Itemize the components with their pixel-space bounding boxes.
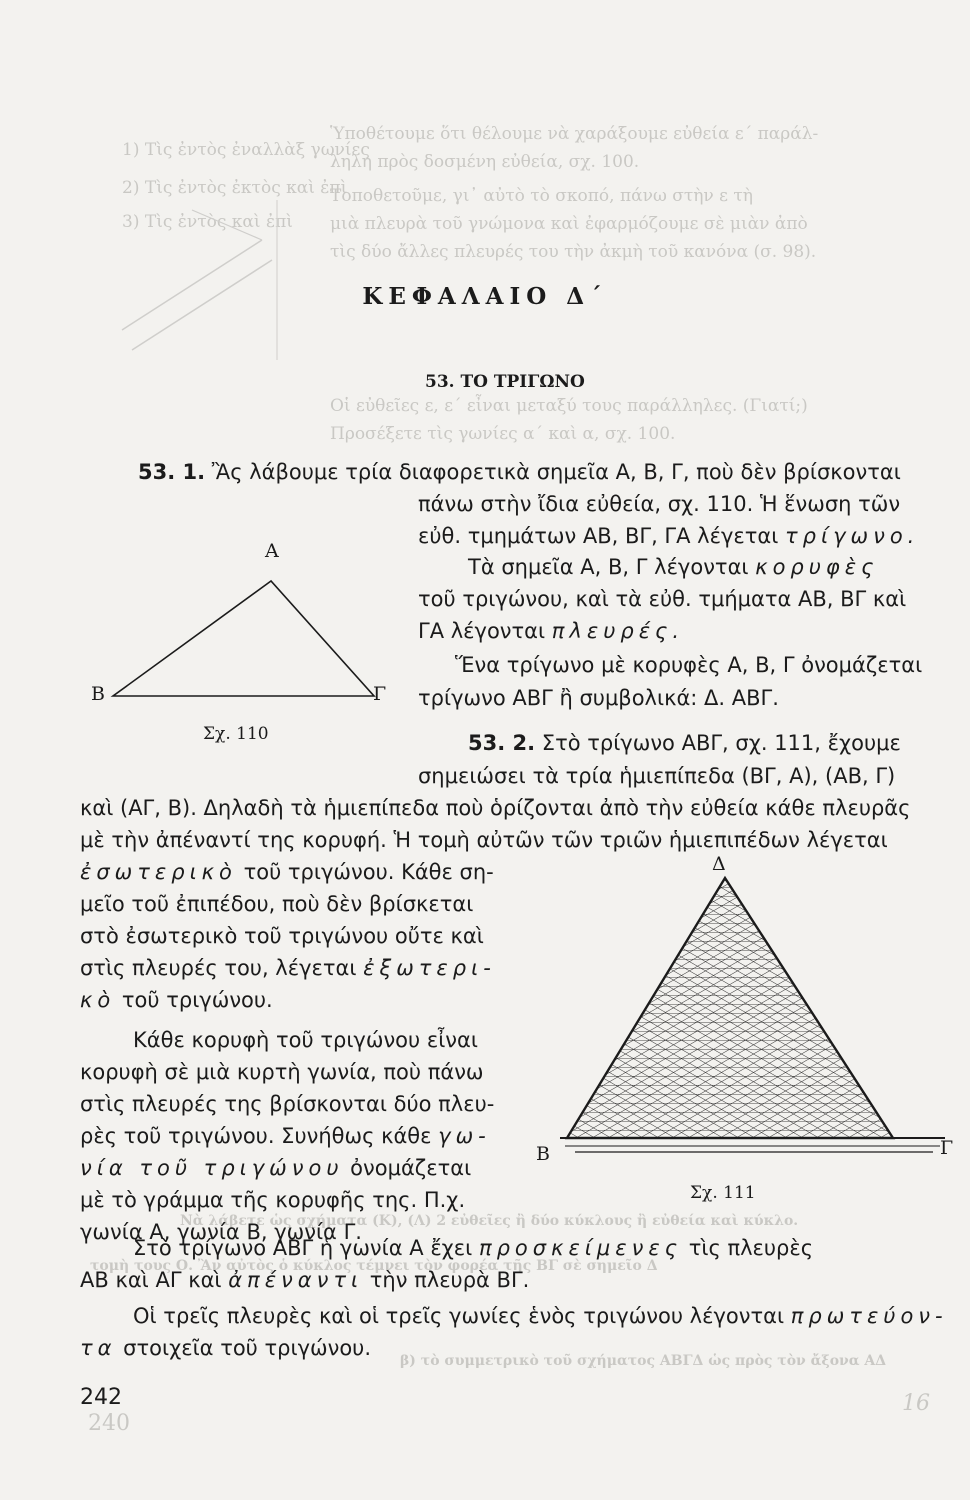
text-line: κορυφὴ σὲ μιὰ κυρτὴ γωνία, ποὺ πάνω	[80, 1060, 484, 1084]
text-span: ΓΑ λέγονται	[418, 619, 552, 643]
text-line: σημειώσει τὰ τρία ἡμιεπίπεδα (ΒΓ, Α), (ΑΒ, Γ)	[418, 764, 896, 788]
bleed-line: τὶς δύο ἄλλες πλευρές του τὴν ἀκμὴ τοῦ κανόνα (σ. 98).	[330, 242, 817, 262]
bleed-line: β) τὸ συμμετρικὸ τοῦ σχήματος ΑΒΓΔ ὡς πρὸς τὸν ἄξονα ΑΔ	[400, 1353, 887, 1369]
text-line	[80, 986, 273, 1014]
term-primary: πρωτεύον-	[790, 1304, 948, 1328]
text-span: Στὸ τρίγωνο ΑΒΓ ἡ γωνία Α ἔχει	[133, 1236, 479, 1260]
text-line: μὲ τὸ γράμμα τῆς κορυφῆς της. Π.χ.	[80, 1188, 466, 1212]
text-line	[468, 729, 901, 757]
text-line	[80, 858, 494, 886]
bleed-line: Οἱ εὐθεῖες ε, ε΄ εἶναι μεταξύ τους παράλληλες. (Γιατί;)	[330, 396, 808, 416]
text-line	[418, 617, 684, 645]
text-line: πάνω στὴν ἴδια εὐθεία, σχ. 110. Ἡ ἕνωση τῶν	[418, 492, 901, 516]
text-line: μὲ τὴν ἀπέναντί της κορυφή. Ἡ τομὴ αὐτῶν τῶν τριῶν ἡμιεπιπέδων λέγεται	[80, 828, 888, 852]
term-angle: γω-	[438, 1124, 491, 1148]
vertex-label-a: Α	[265, 540, 279, 562]
text-line: καὶ (ΑΓ, Β). Δηλαδὴ τὰ ἡμιεπίπεδα ποὺ ὁρίζονται ἀπὸ τὴν εὐθεία κάθε πλευρᾶς	[80, 796, 911, 820]
term-primary-end: τα	[80, 1336, 117, 1360]
text-span: τὴν πλευρὰ ΒΓ.	[363, 1268, 530, 1292]
text-line	[468, 553, 878, 581]
term-adjacent: προσκείμενες	[478, 1236, 683, 1260]
section-title: 53. ΤΟ ΤΡΙΓΩΝΟ	[425, 372, 585, 392]
text-line: γωνία Α, γωνία Β, γωνία Γ.	[80, 1220, 362, 1244]
vertex-label-a: Δ	[712, 853, 726, 875]
bleed-line: μιὰ πλευρὰ τοῦ γνώμονα καὶ ἐφαρμόζουμε σὲ μιὰν ἀπὸ	[330, 214, 808, 234]
text-line: τρίγωνο ΑΒΓ ἢ συμβολικά: Δ. ΑΒΓ.	[418, 686, 779, 710]
bleed-line: 1) Τὶς ἐντὸς ἐναλλὰξ γωνίες	[122, 140, 370, 160]
bleed-line: Ὑποθέτουμε ὅτι θέλουμε νὰ χαράξουμε εὐθεία ε΄ παράλ-	[330, 124, 819, 144]
text-line	[138, 458, 901, 486]
text-span: Τὰ σημεῖα Α, Β, Γ λέγονται	[468, 555, 756, 579]
chapter-title: ΚΕΦΑΛΑΙΟ Δ΄	[362, 283, 608, 310]
text-span: τὶς πλευρὲς	[682, 1236, 814, 1260]
text-span: εὐθ. τμημάτων ΑΒ, ΒΓ, ΓΑ λέγεται	[418, 524, 785, 548]
text-line: Ἕνα τρίγωνο μὲ κορυφὲς Α, Β, Γ ὀνομάζεται	[455, 653, 923, 677]
text-span: τοῦ τριγώνου.	[115, 988, 273, 1012]
text-line	[80, 1122, 491, 1150]
vertex-label-c: Γ	[940, 1137, 954, 1159]
text-span: ΑΒ καὶ ΑΓ καὶ	[80, 1268, 229, 1292]
bleed-line: Νὰ λάβετε ὡς σχήματα (Κ), (Λ) 2 εὐθεῖες ἢ δύο κύκλους ἢ εὐθεία καὶ κύκλο.	[180, 1213, 799, 1229]
text-line: στὶς πλευρές της βρίσκονται δύο πλευ-	[80, 1092, 495, 1116]
bleed-line: Προσέξετε τὶς γωνίες α΄ καὶ α, σχ. 100.	[330, 424, 676, 444]
figure-caption: Σχ. 111	[690, 1183, 756, 1203]
hatched-triangle-figure-111	[545, 860, 965, 1190]
term-opposite: ἀπέναντι	[228, 1268, 364, 1292]
text-span: Στὸ τρίγωνο ΑΒΓ, σχ. 111, ἔχουμε	[541, 731, 901, 755]
text-line: στὸ ἐσωτερικὸ τοῦ τριγώνου οὔτε καὶ	[80, 924, 484, 948]
bleed-line: 240	[88, 1411, 130, 1436]
term-angle-cont: νία τοῦ τριγώνου	[80, 1156, 344, 1180]
paragraph-number: 53. 2.	[468, 731, 536, 755]
vertex-label-b: Β	[536, 1143, 550, 1165]
text-span: τοῦ τριγώνου. Κάθε ση-	[236, 860, 494, 884]
text-line	[80, 1334, 371, 1362]
text-span: ρὲς τοῦ τριγώνου. Συνήθως κάθε	[80, 1124, 439, 1148]
text-span: ὀνομάζεται	[343, 1156, 472, 1180]
text-span: στοιχεῖα τοῦ τριγώνου.	[116, 1336, 372, 1360]
bleed-line: τομὴ τους Ο. Ἂν αὐτὸς ὁ κύκλος τέμνει τὸν φορέα τῆς ΒΓ σὲ σημεῖο Δ	[90, 1258, 658, 1274]
text-span: στὶς πλευρές του, λέγεται	[80, 956, 364, 980]
bleed-line: 2) Τὶς ἐντὸς ἐκτὸς καὶ ἐπὶ	[122, 178, 348, 198]
text-line	[133, 1234, 813, 1262]
bleed-line: 16	[902, 1391, 930, 1416]
text-line: τοῦ τριγώνου, καὶ τὰ εὐθ. τμήματα ΑΒ, ΒΓ καὶ	[418, 587, 907, 611]
bleed-line: ληλη πρὸς δοσμένη εὐθεία, σχ. 100.	[330, 152, 640, 172]
text-line: μεῖο τοῦ ἐπιπέδου, ποὺ δὲν βρίσκεται	[80, 892, 474, 916]
page-number: 242	[80, 1385, 122, 1410]
bleed-line: Τοποθετοῦμε, γι᾽ αὐτὸ τὸ σκοπό, πάνω στὴν ε τὴ	[330, 186, 753, 206]
term-exterior-end: κὸ	[80, 988, 116, 1012]
vertex-label-b: Β	[91, 683, 105, 705]
text-line	[418, 522, 919, 550]
text-line: Κάθε κορυφὴ τοῦ τριγώνου εἶναι	[133, 1028, 478, 1052]
term-vertices: κορυφὲς	[755, 555, 879, 579]
text-line	[80, 1154, 471, 1182]
text-line	[133, 1302, 948, 1330]
term-sides: πλευρές.	[551, 619, 685, 643]
term-triangle: τρίγωνο.	[785, 524, 920, 548]
figure-caption: Σχ. 110	[203, 724, 269, 744]
bleed-figure	[112, 200, 392, 360]
vertex-label-c: Γ	[373, 683, 387, 705]
text-line	[80, 1266, 529, 1294]
term-exterior: ἐξωτερι-	[363, 956, 496, 980]
text-span: Οἱ τρεῖς πλευρὲς καὶ οἱ τρεῖς γωνίες ἑνὸς τριγώνου λέγονται	[133, 1304, 791, 1328]
paragraph-number: 53. 1.	[138, 460, 206, 484]
text-line	[80, 954, 496, 982]
text-span: Ἂς λάβουμε τρία διαφορετικὰ σημεῖα Α, Β, Γ, ποὺ δὲν βρίσκονται	[211, 460, 901, 484]
term-interior: ἐσωτερικὸ	[80, 860, 237, 884]
bleed-line: 3) Τὶς ἐντὸς καὶ ἐπὶ	[122, 212, 293, 232]
